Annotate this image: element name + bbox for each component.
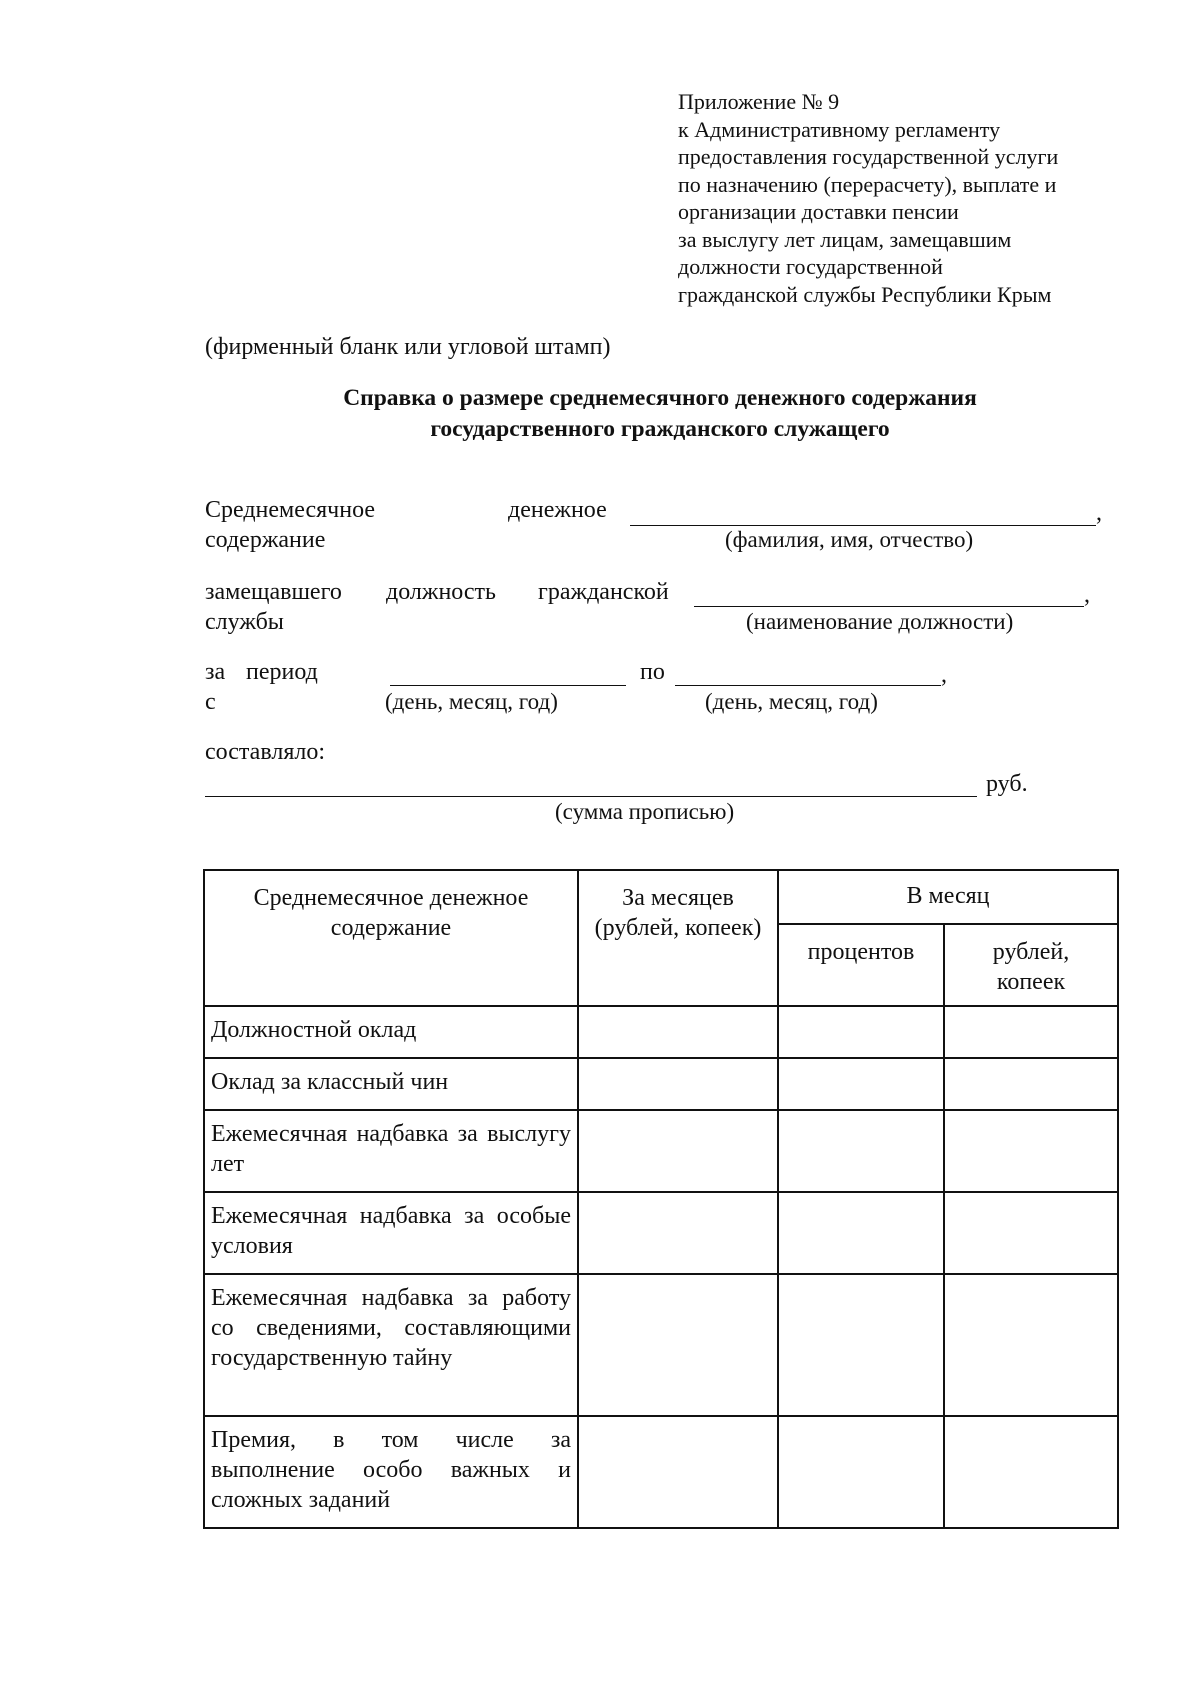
table-row: [204, 1192, 1118, 1274]
table-row: [204, 1110, 1118, 1192]
position-field[interactable]: [694, 606, 1084, 607]
date-to-hint: (день, месяц, год): [705, 689, 878, 714]
row-label: Премия, в том числе за выполнение особо важных и сложных заданий: [204, 1416, 578, 1528]
appendix-line: организации доставки пенсии: [678, 199, 959, 224]
title-line-2: государственного гражданского служащего: [430, 416, 890, 442]
label-who-held: замещавшего: [205, 579, 342, 605]
cell-rubles[interactable]: [944, 1274, 1118, 1416]
table-row: [204, 1274, 1118, 1416]
currency-label: руб.: [986, 771, 1028, 797]
label-monetary: денежное: [508, 497, 607, 523]
date-to-field[interactable]: [675, 685, 941, 686]
label-civil: гражданской: [538, 579, 669, 605]
label-average-monthly: Среднемесячное: [205, 497, 376, 523]
cell-rubles[interactable]: [944, 1006, 1118, 1058]
appendix-line: за выслугу лет лицам, замещавшим: [678, 226, 1012, 252]
header-rubles-kopecks: рублей, копеек: [944, 924, 1118, 1006]
label-from: с: [205, 689, 216, 715]
amount-hint: (сумма прописью): [555, 799, 735, 824]
row-label: Ежемесячная надбавка за выслугу лет: [204, 1110, 578, 1192]
row-label: Ежемесячная надбавка за особые условия: [204, 1192, 578, 1274]
document-title: [200, 383, 1120, 445]
cell-months-total[interactable]: [578, 1274, 778, 1416]
comma: ,: [941, 662, 947, 688]
cell-months-total[interactable]: [578, 1058, 778, 1110]
fullname-hint: (фамилия, имя, отчество): [725, 527, 974, 552]
appendix-line: к Административному регламенту: [678, 116, 1001, 142]
label-to: по: [640, 659, 665, 685]
cell-rubles[interactable]: [944, 1192, 1118, 1274]
cell-percent[interactable]: [778, 1274, 944, 1416]
appendix-line: по назначению (перерасчету), выплате и: [678, 171, 1057, 197]
table-header-row: [204, 870, 1118, 924]
cell-months-total[interactable]: [578, 1192, 778, 1274]
appendix-header: [678, 88, 1158, 308]
header-per-month: В месяц: [778, 870, 1118, 924]
cell-percent[interactable]: [778, 1416, 944, 1528]
row-label: Ежемесячная надбавка за работу со сведениями, составляющими государственную тайну: [204, 1274, 578, 1416]
cell-months-total[interactable]: [578, 1110, 778, 1192]
cell-percent[interactable]: [778, 1006, 944, 1058]
appendix-line: предоставления государственной услуги: [678, 144, 1059, 169]
allowance-table: [203, 869, 1119, 1529]
label-allowance: содержание: [205, 527, 326, 553]
date-from-field[interactable]: [390, 685, 626, 686]
appendix-line: должности государственной: [678, 254, 943, 279]
cell-percent[interactable]: [778, 1110, 944, 1192]
label-position: должность: [386, 579, 496, 605]
table-row: [204, 1416, 1118, 1528]
appendix-line: гражданской службы Республики Крым: [678, 281, 1052, 307]
table-row: [204, 1058, 1118, 1110]
cell-percent[interactable]: [778, 1058, 944, 1110]
appendix-line: Приложение № 9: [678, 89, 840, 114]
cell-rubles[interactable]: [944, 1058, 1118, 1110]
label-amounted: составляло:: [205, 739, 326, 765]
header-months-total: За месяцев (рублей, копеек): [578, 870, 778, 1006]
table-row: [204, 1006, 1118, 1058]
date-from-hint: (день, месяц, год): [385, 689, 558, 714]
cell-months-total[interactable]: [578, 1416, 778, 1528]
amount-words-field[interactable]: [205, 796, 977, 797]
cell-percent[interactable]: [778, 1192, 944, 1274]
cell-rubles[interactable]: [944, 1416, 1118, 1528]
cell-rubles[interactable]: [944, 1110, 1118, 1192]
comma: ,: [1096, 500, 1102, 526]
title-line-1: Справка о размере среднемесячного денежного содержания: [343, 385, 977, 411]
header-allowance: Среднемесячное денежное содержание: [204, 870, 578, 1006]
row-label: Оклад за классный чин: [204, 1058, 578, 1110]
position-hint: (наименование должности): [746, 609, 1014, 634]
stamp-note: (фирменный бланк или угловой штамп): [205, 334, 611, 360]
label-period: период: [246, 659, 318, 685]
comma: ,: [1084, 582, 1090, 608]
fullname-field[interactable]: [630, 525, 1096, 526]
cell-months-total[interactable]: [578, 1006, 778, 1058]
label-service: службы: [205, 609, 284, 635]
label-for: за: [205, 659, 226, 685]
header-percent: процентов: [778, 924, 944, 1006]
row-label: Должностной оклад: [204, 1006, 578, 1058]
